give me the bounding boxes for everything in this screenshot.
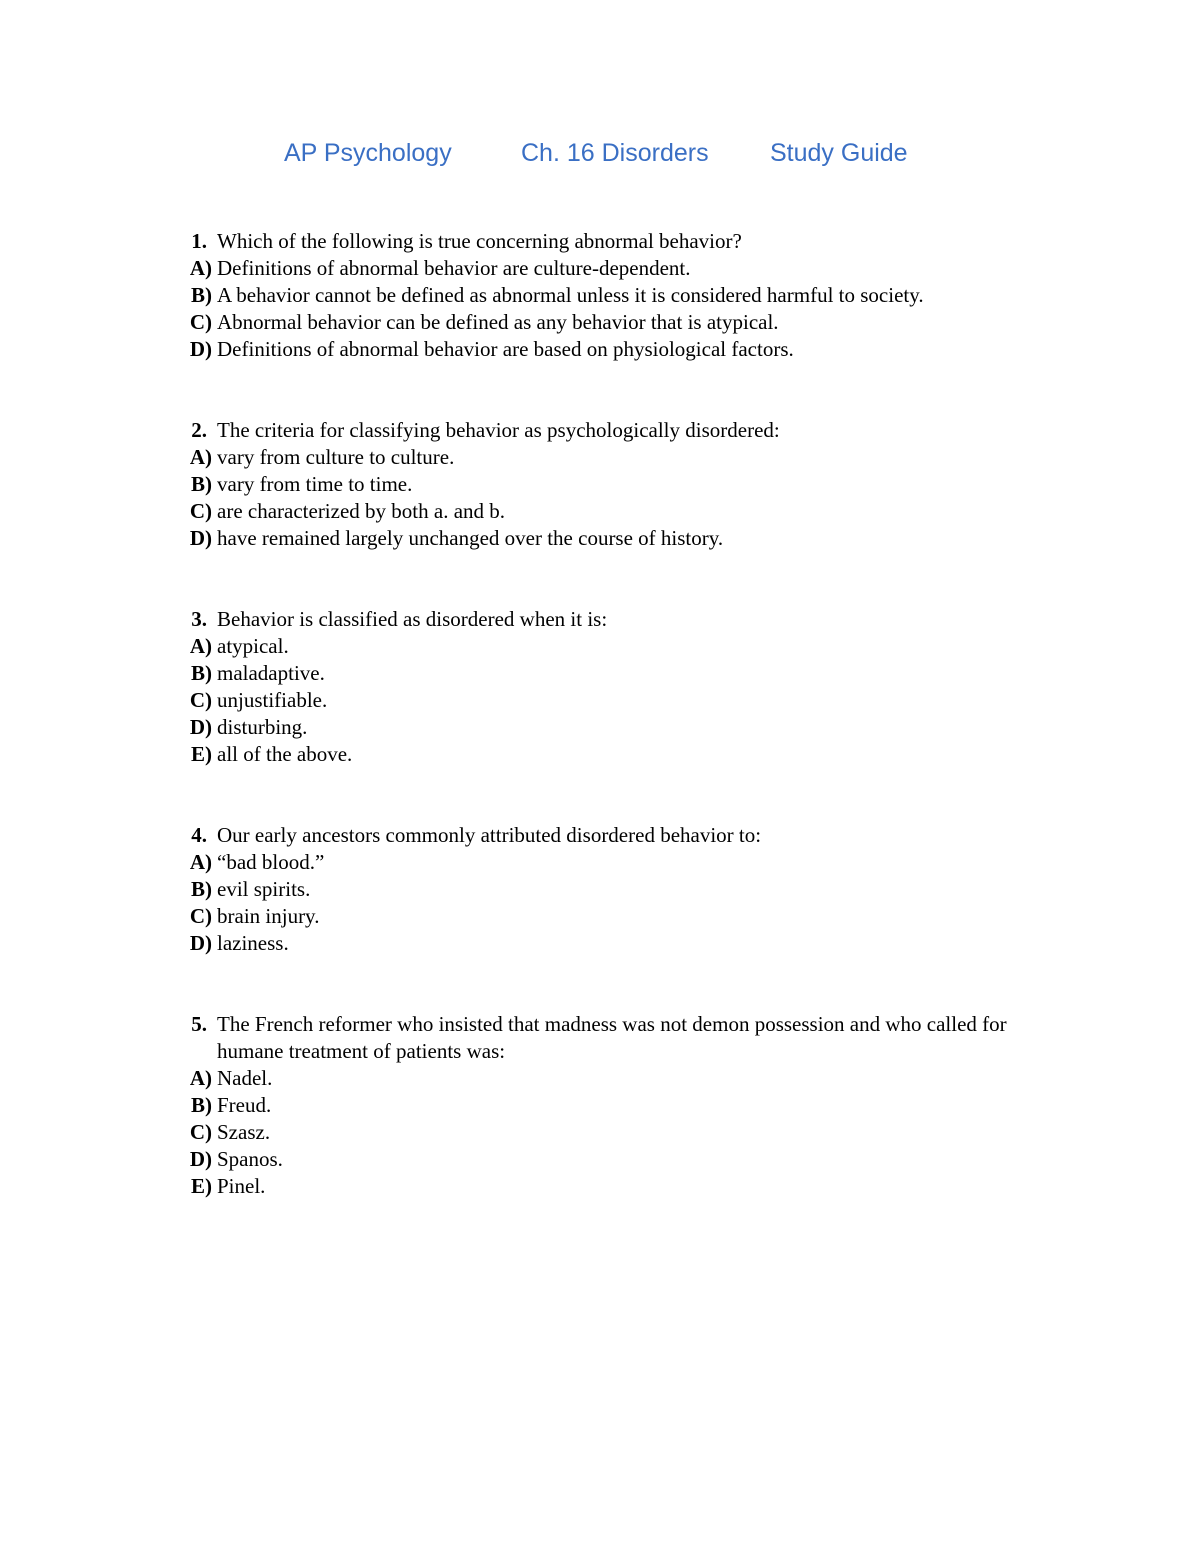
header-doc-type: Study Guide <box>770 139 908 167</box>
answer-option <box>178 660 1038 687</box>
option-text: Freud. <box>217 1093 272 1117</box>
option-text: maladaptive. <box>217 661 325 685</box>
option-text: Pinel. <box>217 1174 266 1198</box>
option-text: are characterized by both a. and b. <box>217 499 506 523</box>
option-text: evil spirits. <box>217 877 311 901</box>
option-text: Spanos. <box>217 1147 283 1171</box>
question-2 <box>178 417 1038 552</box>
question-stem <box>178 606 1038 633</box>
question-text: The French reformer who insisted that madness was not demon possession and who called for humane treatment of patients was: <box>217 1012 1007 1063</box>
answer-option <box>178 1173 1038 1200</box>
option-text: unjustifiable. <box>217 688 328 712</box>
option-letter: B) <box>191 661 212 685</box>
option-letter: D) <box>189 337 212 361</box>
option-text: disturbing. <box>217 715 308 739</box>
question-number: 1. <box>191 229 207 253</box>
question-stem <box>178 1011 1038 1065</box>
answer-option <box>178 525 1038 552</box>
option-text: laziness. <box>217 931 289 955</box>
answer-option <box>178 714 1038 741</box>
question-text: Which of the following is true concerning abnormal behavior? <box>217 229 742 253</box>
option-text: all of the above. <box>217 742 353 766</box>
option-text: Definitions of abnormal behavior are based on physiological factors. <box>217 337 794 361</box>
option-text: vary from culture to culture. <box>217 445 455 469</box>
answer-option <box>178 336 1038 363</box>
answer-option <box>178 444 1038 471</box>
question-number: 3. <box>191 607 207 631</box>
answer-option <box>178 849 1038 876</box>
option-letter: A) <box>189 256 212 280</box>
document-header <box>0 139 1200 179</box>
answer-option <box>178 687 1038 714</box>
answer-option <box>178 741 1038 768</box>
answer-option <box>178 498 1038 525</box>
option-letter: A) <box>189 850 212 874</box>
option-letter: C) <box>189 904 212 928</box>
option-text: Szasz. <box>217 1120 271 1144</box>
option-text: vary from time to time. <box>217 472 413 496</box>
option-letter: D) <box>189 1147 212 1171</box>
answer-option <box>178 633 1038 660</box>
answer-option <box>178 282 1038 309</box>
option-letter: C) <box>189 1120 212 1144</box>
question-number: 2. <box>191 418 207 442</box>
answer-option <box>178 471 1038 498</box>
answer-option <box>178 930 1038 957</box>
answer-option <box>178 255 1038 282</box>
question-text: Our early ancestors commonly attributed disordered behavior to: <box>217 823 762 847</box>
question-stem <box>178 417 1038 444</box>
option-letter: D) <box>189 526 212 550</box>
option-text: Definitions of abnormal behavior are culture-dependent. <box>217 256 691 280</box>
header-course: AP Psychology <box>284 139 452 167</box>
option-letter: B) <box>191 877 212 901</box>
question-text: Behavior is classified as disordered when it is: <box>217 607 608 631</box>
option-text: brain injury. <box>217 904 320 928</box>
question-4 <box>178 822 1038 957</box>
answer-option <box>178 903 1038 930</box>
option-letter: B) <box>191 472 212 496</box>
question-1 <box>178 228 1038 363</box>
question-5 <box>178 1011 1038 1200</box>
option-letter: C) <box>189 688 212 712</box>
option-letter: B) <box>191 1093 212 1117</box>
answer-option <box>178 1119 1038 1146</box>
option-letter: A) <box>189 445 212 469</box>
answer-option <box>178 1092 1038 1119</box>
header-chapter: Ch. 16 Disorders <box>521 139 709 167</box>
question-number: 5. <box>191 1012 207 1036</box>
option-letter: D) <box>189 715 212 739</box>
option-letter: C) <box>189 499 212 523</box>
option-text: Nadel. <box>217 1066 273 1090</box>
option-text: atypical. <box>217 634 289 658</box>
option-text: A behavior cannot be defined as abnormal unless it is considered harmful to society. <box>217 283 924 307</box>
question-number: 4. <box>191 823 207 847</box>
option-letter: C) <box>189 310 212 334</box>
option-letter: E) <box>191 742 212 766</box>
question-stem <box>178 822 1038 849</box>
answer-option <box>178 309 1038 336</box>
answer-option <box>178 876 1038 903</box>
option-letter: A) <box>189 1066 212 1090</box>
option-letter: E) <box>191 1174 212 1198</box>
option-text: “bad blood.” <box>217 850 325 874</box>
answer-option <box>178 1146 1038 1173</box>
option-text: have remained largely unchanged over the course of history. <box>217 526 724 550</box>
option-letter: D) <box>189 931 212 955</box>
option-letter: B) <box>191 283 212 307</box>
option-letter: A) <box>189 634 212 658</box>
question-stem <box>178 228 1038 255</box>
option-text: Abnormal behavior can be defined as any behavior that is atypical. <box>217 310 779 334</box>
answer-option <box>178 1065 1038 1092</box>
question-3 <box>178 606 1038 768</box>
question-text: The criteria for classifying behavior as psychologically disordered: <box>217 418 780 442</box>
